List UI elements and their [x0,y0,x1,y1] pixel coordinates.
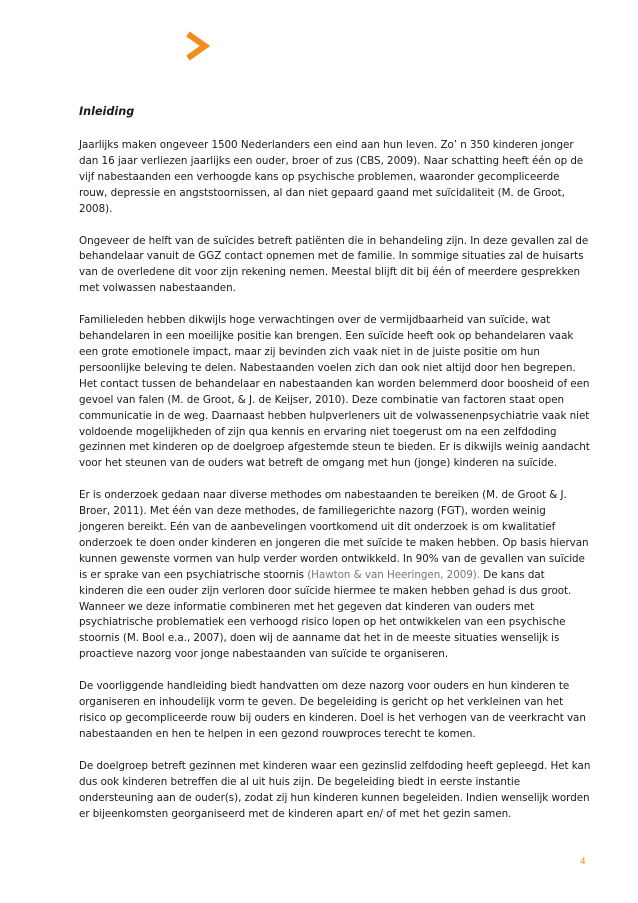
document-body [79,104,591,838]
paragraph-4 [79,488,591,663]
paragraph-4-text-a: Er is onderzoek gedaan naar diverse methodes om nabestaanden te bereiken (M. de Groot & J. Broer, 2011). Met één van deze methodes, de familiegerichte nazorg (FGT), worden weinig jongeren bereikt. Eén van de aanbevelingen voortkomend uit dit onderzoek is om kwalitatief onderzoek te doen onder kinderen en jongeren die met suïcide te maken hebben. Op basis hiervan kunnen gewenste vormen van hulp verder worden ontwikkeld. In 90% van de gevallen van suïcide is er sprake van een psychiatrische stoornis [79,489,589,581]
page-number: 4 [580,857,586,867]
chevron-right-icon [181,30,211,62]
paragraph-3: Familieleden hebben dikwijls hoge verwachtingen over de vermijdbaarheid van suïcide, wat behandelaren in een moeilijke positie kan brengen. Een suïcide heeft ook op behandelaren vaak een grote emotionele impact, maar zij bevinden zich vaak niet in de juiste positie om hun persoonlijke beleving te delen. Nabestaanden voelen zich dan ook niet altijd door hen begrepen. Het contact tussen de behandelaar en nabestaanden kan worden belemmerd door boosheid of een gevoel van falen (M. de Groot, & J. de Keijser, 2010). Deze combinatie van factoren staat open communicatie in de weg. Daarnaast hebben hulpverleners uit de volwassenenpsychiatrie vaak niet voldoende mogelijkheden of zijn qua kennis en ervaring niet toegerust om na een zelfdoding gezinnen met kinderen op de doelgroep afgestemde steun te bieden. Er is dikwijls weinig aandacht voor het steunen van de ouders wat betreft de omgang met hun (jonge) kinderen na suïcide. [79,314,590,470]
paragraph-5: De voorliggende handleiding biedt handvatten om deze nazorg voor ouders en hun kinderen te organiseren en inhoudelijk vorm te geven. De begeleiding is gericht op het verkleinen van het risico op gecompliceerde rouw bij ouders en kinderen. Doel is het verhogen van de veerkracht van nabestaanden en hen te helpen in een gezond rouwproces terecht te komen. [79,680,586,740]
paragraph-4-text-b: De kans dat kinderen die een ouder zijn verloren door suïcide hiermee te maken hebben gehad is dus groot. Wanneer we deze informatie combineren met het gegeven dat kinderen van ouders met psychiatrische problematiek een verhoogd risico lopen op het ontwikkelen van een psychische stoornis (M. Bool e.a., 2007), doen wij de aanname dat het in de meeste situaties wenselijk is proactieve nazorg voor jonge nabestaanden van suïcide te organiseren. [79,568,572,661]
section-heading: Inleiding [79,105,135,118]
paragraph-6: De doelgroep betreft gezinnen met kinderen waar een gezinslid zelfdoding heeft gepleegd. Het kan dus ook kinderen betreffen die al uit huis zijn. De begeleiding biedt in eerste instantie ondersteuning aan de ouder(s), zodat zij hun kinderen kunnen begeleiden. Indien wenselijk worden er bijeenkomsten georganiseerd met de kinderen apart en/ of met het gezin samen. [79,759,591,820]
paragraph-2: Ongeveer de helft van de suïcides betreft patiënten die in behandeling zijn. In deze gevallen zal de behandelaar vanuit de GGZ contact opnemen met de familie. In sommige situaties zal de huisarts van de overledene dit voor zijn rekening nemen. Meestal blijft dit bij één of meerdere gesprekken met volwassen nabestaanden. [79,234,589,295]
citation-hawton: (Hawton & van Heeringen, 2009). [307,568,481,581]
paragraph-1: Jaarlijks maken ongeveer 1500 Nederlanders een eind aan hun leven. Zo’ n 350 kinderen jonger dan 16 jaar verliezen jaarlijks een ouder, broer of zus (CBS, 2009). Naar schatting heeft één op de vijf nabestaanden een verhoogde kans op psychische problemen, waaronder gecompliceerde rouw, depressie en angststoornissen, al dan niet gepaard gaand met suïcidaliteit (M. de Groot, 2008). [79,139,584,215]
